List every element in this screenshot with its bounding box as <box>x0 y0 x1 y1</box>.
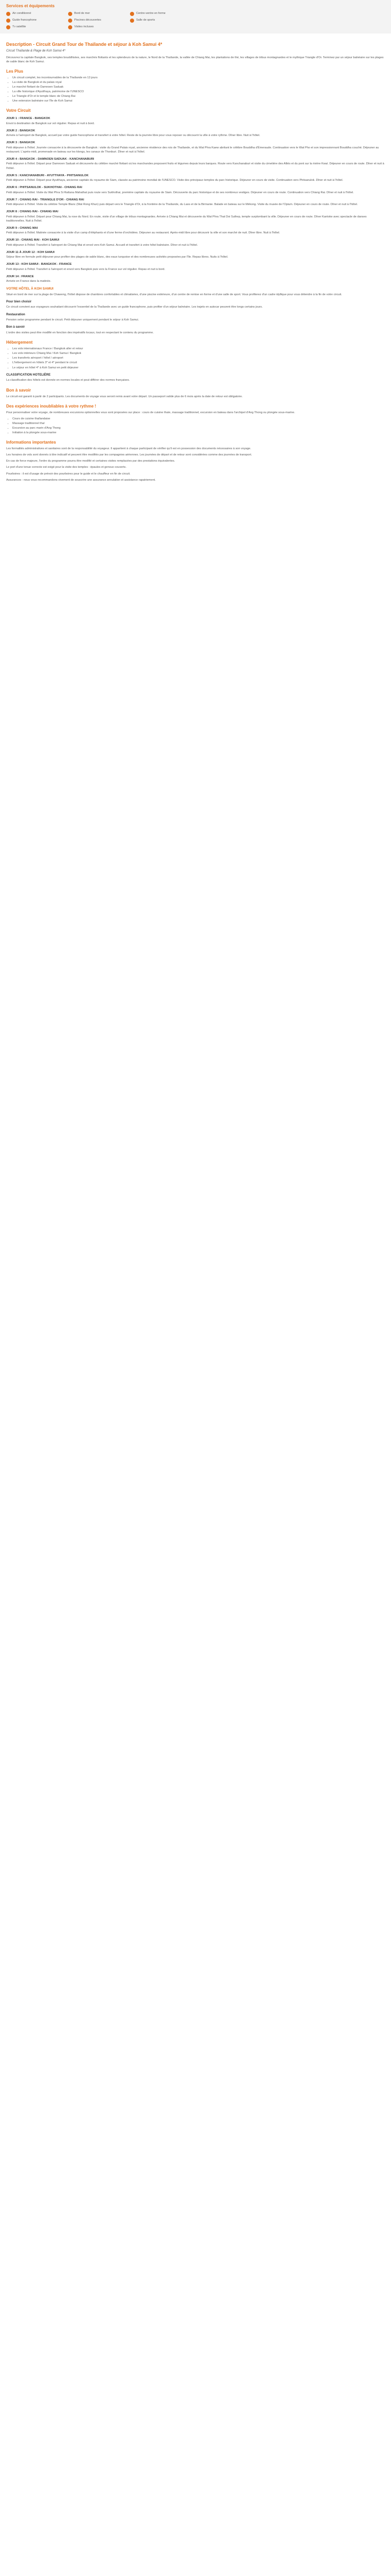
day-text: Petit déjeuner à l'hôtel. Visite du Wat Phra Si Rattana Mahathat puis route vers Sukhothai, première capitale du royaume de Siam. Découverte du parc historique et de ses nombreux vestiges. Déjeuner en cours de route. Continuation vers Chiang Rai. Dîner et nuit à l'hôtel. <box>6 191 354 194</box>
choose-text: Ce circuit convient aux voyageurs souhaitant découvrir l'essentiel de la Thaïlande avec un guide francophone, puis profiter d'un séjour balnéaire. Les trajets en autocar peuvent être longs certains jours. <box>6 306 263 309</box>
options-title: Des expériences inoubliables à votre rythme ! <box>6 403 96 409</box>
list-item: • La visite de Bangkok et du palais royal <box>12 80 385 84</box>
restaurant-title: Restauration <box>6 313 25 316</box>
list-item: • Massage traditionnel thaï <box>12 421 385 426</box>
list-item: • Cours de cuisine thaïlandaise <box>12 417 385 421</box>
day-text: Petit déjeuner à l'hôtel. Visite du célèbre Temple Blanc (Wat Rong Khun) puis départ vers le Triangle d'Or, à la frontière de la Thaïlande, du Laos et de la Birmanie. Balade en bateau sur le Mékong. Visite du musée de l'Opium. Déjeuner en cours de route. Dîner et nuit à l'hôtel. <box>6 203 358 207</box>
info-paragraph: Le port d'une tenue correcte est exigé pour la visite des temples : épaules et genoux couverts. <box>6 466 127 469</box>
tv-icon <box>6 25 10 29</box>
day-title: JOUR 10 : CHIANG MAI - KOH SAMUI <box>6 239 59 242</box>
day-title: JOUR 4 : BANGKOK - DAMNOEN SADUAK - KANCHANABURI <box>6 158 94 161</box>
points-list <box>12 76 385 104</box>
list-item: • Les transferts aéroport / hôtel / aéroport <box>12 356 385 360</box>
day-text: Envol à destination de Bangkok sur vol régulier. Repas et nuit à bord. <box>6 122 95 125</box>
day-text: Petit déjeuner à l'hôtel. Départ pour Damnoen Saduak et découverte du célèbre marché flottant où les marchandes proposent fruits et légumes depuis leurs barques. Route vers Kanchanaburi et visite du cimetière des Alliés et du pont sur la rivière Kwaï. Déjeuner en cours de route. Dîner et nuit à l'hôtel. <box>6 162 384 170</box>
service-label: Tv satellite <box>12 25 26 28</box>
main-content <box>0 33 391 482</box>
beach-icon <box>68 12 72 16</box>
hotel-text: Situé en bord de mer sur la plage de Chaweng, l'hôtel dispose de chambres confortables et climatisées, d'une piscine extérieure, d'un centre de remise en forme et d'une salle de sport. Vous profiterez d'un cadre idyllique pour vous détendre à la fin de votre circuit. <box>6 293 342 296</box>
page <box>0 0 391 495</box>
day-text: Petit déjeuner à l'hôtel. Transfert à l'aéroport de Chiang Mai et envol vers Koh Samui. Accueil et transfert à votre hôtel balnéaire. Dîner et nuit à l'hôtel. <box>6 243 198 247</box>
info-paragraph: Assurances : nous vous recommandons vivement de souscrire une assurance annulation et assistance rapatriement. <box>6 478 156 482</box>
classification-text: La classification des hôtels est donnée en normes locales et peut différer des normes françaises. <box>6 379 130 382</box>
note-text: L'ordre des visites peut être modifié en fonction des impératifs locaux, tout en respectant le contenu du programme. <box>6 331 154 335</box>
gym-icon <box>130 19 134 23</box>
description-subtitle: Circuit Thaïlande & Plage de Koh Samui 4* <box>6 49 66 53</box>
list-item: • Le marché flottant de Damnoen Saduak <box>12 85 385 89</box>
info-paragraph: Les formalités administratives et sanitaires sont de la responsabilité du voyageur. Il appartient à chaque participant de vérifier qu'il est en possession des documents nécessaires à son voyage. <box>6 447 251 451</box>
choose-title: Pour bien choisir <box>6 300 32 303</box>
fitness-icon <box>130 12 134 16</box>
service-item <box>6 25 68 29</box>
info-title: Informations importantes <box>6 440 56 445</box>
day-title: JOUR 3 : BANGKOK <box>6 141 36 145</box>
day-title: JOUR 9 : CHIANG MAI <box>6 226 38 230</box>
list-item: • La ville historique d'Ayutthaya, patrimoine de l'UNESCO <box>12 90 385 94</box>
restaurant-text: Pension selon programme pendant le circuit. Petit déjeuner uniquement pendant le séjour à Koh Samui. <box>6 318 139 322</box>
list-item: • Initiation à la plongée sous-marine <box>12 431 385 435</box>
included-list <box>12 347 385 370</box>
info-paragraph: Les horaires de vols sont donnés à titre indicatif et peuvent être modifiés par les compagnies aériennes. Les journées de départ et de retour sont considérées comme des journées de transport. <box>6 453 252 457</box>
pool-icon <box>68 19 72 23</box>
visit-icon <box>68 25 72 29</box>
list-item: • L'hébergement en hôtels 3* et 4* pendant le circuit <box>12 361 385 365</box>
day-title: JOUR 5 : KANCHANABURI - AYUTTHAYA - PHITSANULOK <box>6 174 89 177</box>
itinerary-days <box>6 116 385 283</box>
list-item: • Les vols internationaux France / Bangkok aller et retour <box>12 347 385 351</box>
service-label: Visites incluses <box>74 25 94 28</box>
description-title: Description - Circuit Grand Tour de Thaïlande et séjour à Koh Samui 4* <box>6 41 162 47</box>
day-text: Petit déjeuner à l'hôtel. Départ pour Ayutthaya, ancienne capitale du royaume de Siam, classée au patrimoine mondial de l'UNESCO. Visite des principaux temples du parc historique. Déjeuner en cours de visite. Continuation vers Phitsanulok. Dîner et nuit à l'hôtel. <box>6 179 344 182</box>
service-item <box>130 12 192 16</box>
included-title: Hébergement <box>6 340 33 345</box>
service-item <box>6 12 68 16</box>
day-text: Arrivée à l'aéroport de Bangkok, accueil par votre guide francophone et transfert à votre hôtel. Reste de la journée libre pour vous reposer ou découvrir la ville à votre rythme. Dîner libre. Nuit à l'hôtel. <box>6 134 260 138</box>
day-title: JOUR 14 : FRANCE <box>6 275 34 278</box>
classification-title: CLASSIFICATION HOTELIÈRE <box>6 373 51 377</box>
note-title: Bon à savoir <box>6 326 25 329</box>
service-label: Air conditionné <box>12 11 31 15</box>
day-title: JOUR 2 : BANGKOK <box>6 129 36 132</box>
service-label: Piscines découvertes <box>74 18 101 22</box>
list-item: • Un circuit complet, les incontournables de la Thaïlande en 13 jours <box>12 76 385 80</box>
points-title: Les Plus <box>6 69 23 74</box>
service-label: Salle de sports <box>136 18 155 22</box>
services-grid <box>6 12 385 29</box>
day-title: JOUR 11 À JOUR 12 : KOH SAMUI <box>6 250 55 254</box>
hotel-title: VOTRE HÔTEL À KOH SAMUI <box>6 287 54 291</box>
service-label: Centre-ventre en forme <box>136 11 166 15</box>
service-label: Guide francophone <box>12 18 37 22</box>
list-item: • Le Triangle d'Or et le temple blanc de Chiang Rai <box>12 94 385 98</box>
day-text: Petit déjeuner à l'hôtel. Transfert à l'aéroport et envol vers Bangkok puis vers la France sur vol régulier. Repas et nuit à bord. <box>6 267 166 271</box>
day-title: JOUR 13 : KOH SAMUI - BANGKOK - FRANCE <box>6 263 72 266</box>
day-text: Petit déjeuner à l'hôtel. Départ pour Chiang Mai, la rose du Nord. En route, visite d'un village de tribus montagnardes. Arrivée à Chiang Mai et découverte du Wat Phra That Doi Suthep, temple surplombant la ville. Déjeuner en cours de route. Dîner Kantoke avec spectacle de danses traditionnelles. Nuit à l'hôtel. <box>6 215 367 223</box>
snowflake-icon <box>6 12 10 16</box>
list-item: • Une extension balnéaire sur l'île de Koh Samui <box>12 99 385 103</box>
services-title: Services et équipements <box>6 4 55 8</box>
day-text: Petit déjeuner à l'hôtel. Matinée consacrée à la visite d'un camp d'éléphants et d'une ferme d'orchidées. Déjeuner au restaurant. Après-midi libre pour découvrir la ville et son marché de nuit. Dîner libre. Nuit à l'hôtel. <box>6 231 280 235</box>
service-item <box>130 19 192 23</box>
day-title: JOUR 7 : CHIANG RAI - TRIANGLE D'OR - CHIANG RAI <box>6 198 84 201</box>
list-item: • Le séjour en hôtel 4* à Koh Samui en petit déjeuner <box>12 366 385 370</box>
info-paragraphs <box>6 447 385 482</box>
options-list <box>12 417 385 435</box>
options-text: Pour personnaliser votre voyage, de nombreuses excursions optionnelles vous sont proposées sur place : cours de cuisine thaïe, massage traditionnel, excursion en bateau dans l'archipel d'Ang Thong ou plongée sous-marine. <box>6 411 295 414</box>
bon-title: Bon à savoir <box>6 387 31 393</box>
description-intro: Découvrez la capitale Bangkok, ses temples bouddhistes, ses marchés flottants et les splendeurs de la nature, le Nord de la Thaïlande, la vallée de Chiang Mai, les plantations de thé, les villages de tribus montagnardes et le mythique Triangle d'Or. Terminez par un séjour balnéaire sur les plages de sable blanc de Koh Samui. <box>6 56 384 63</box>
service-item <box>68 19 130 23</box>
service-label: Bord de mer <box>74 11 90 15</box>
list-item: • Les vols intérieurs Chiang Mai / Koh Samui / Bangkok <box>12 351 385 355</box>
day-title: JOUR 8 : CHIANG RAI - CHIANG MAI <box>6 210 58 214</box>
services-section <box>0 0 391 33</box>
service-item <box>68 12 130 16</box>
day-title: JOUR 1 : FRANCE - BANGKOK <box>6 117 51 121</box>
day-title: JOUR 6 : PHITSANULOK - SUKHOTHAI - CHIANG RAI <box>6 186 83 190</box>
day-text: Petit déjeuner à l'hôtel. Journée consacrée à la découverte de Bangkok : visite du Grand Palais royal, ancienne résidence des rois de Thaïlande, et du Wat Phra Kaew abritant le célèbre Bouddha d'Émeraude. Continuation vers le Wat Pho et son impressionnant Bouddha couché. Déjeuner au restaurant. L'après-midi, promenade en bateau sur les klongs, les canaux de Thonburi. Dîner et nuit à l'hôtel. <box>6 146 379 154</box>
service-item <box>6 19 68 23</box>
day-text: Séjour libre en formule petit déjeuner pour profiter des plages de sable blanc, des eaux turquoise et des nombreuses activités proposées par l'île. Repas libres. Nuits à l'hôtel. <box>6 256 229 259</box>
service-item <box>68 25 130 29</box>
info-paragraph: En cas de force majeure, l'ordre du programme pourra être modifié et certaines visites remplacées par des prestations équivalentes. <box>6 460 175 463</box>
itinerary-title: Votre Circuit <box>6 108 31 113</box>
day-text: Arrivée en France dans la matinée. <box>6 280 52 283</box>
bon-text: Le circuit est garanti à partir de 2 participants. Les documents de voyage vous seront remis avant votre départ. Un passeport valide plus de 6 mois après la date de retour est obligatoire. <box>6 395 243 398</box>
info-paragraph: Pourboires : il est d'usage de prévoir des pourboires pour le guide et le chauffeur en fin de circuit. <box>6 472 131 476</box>
list-item: • Excursion au parc marin d'Ang Thong <box>12 426 385 430</box>
guide-icon <box>6 19 10 23</box>
